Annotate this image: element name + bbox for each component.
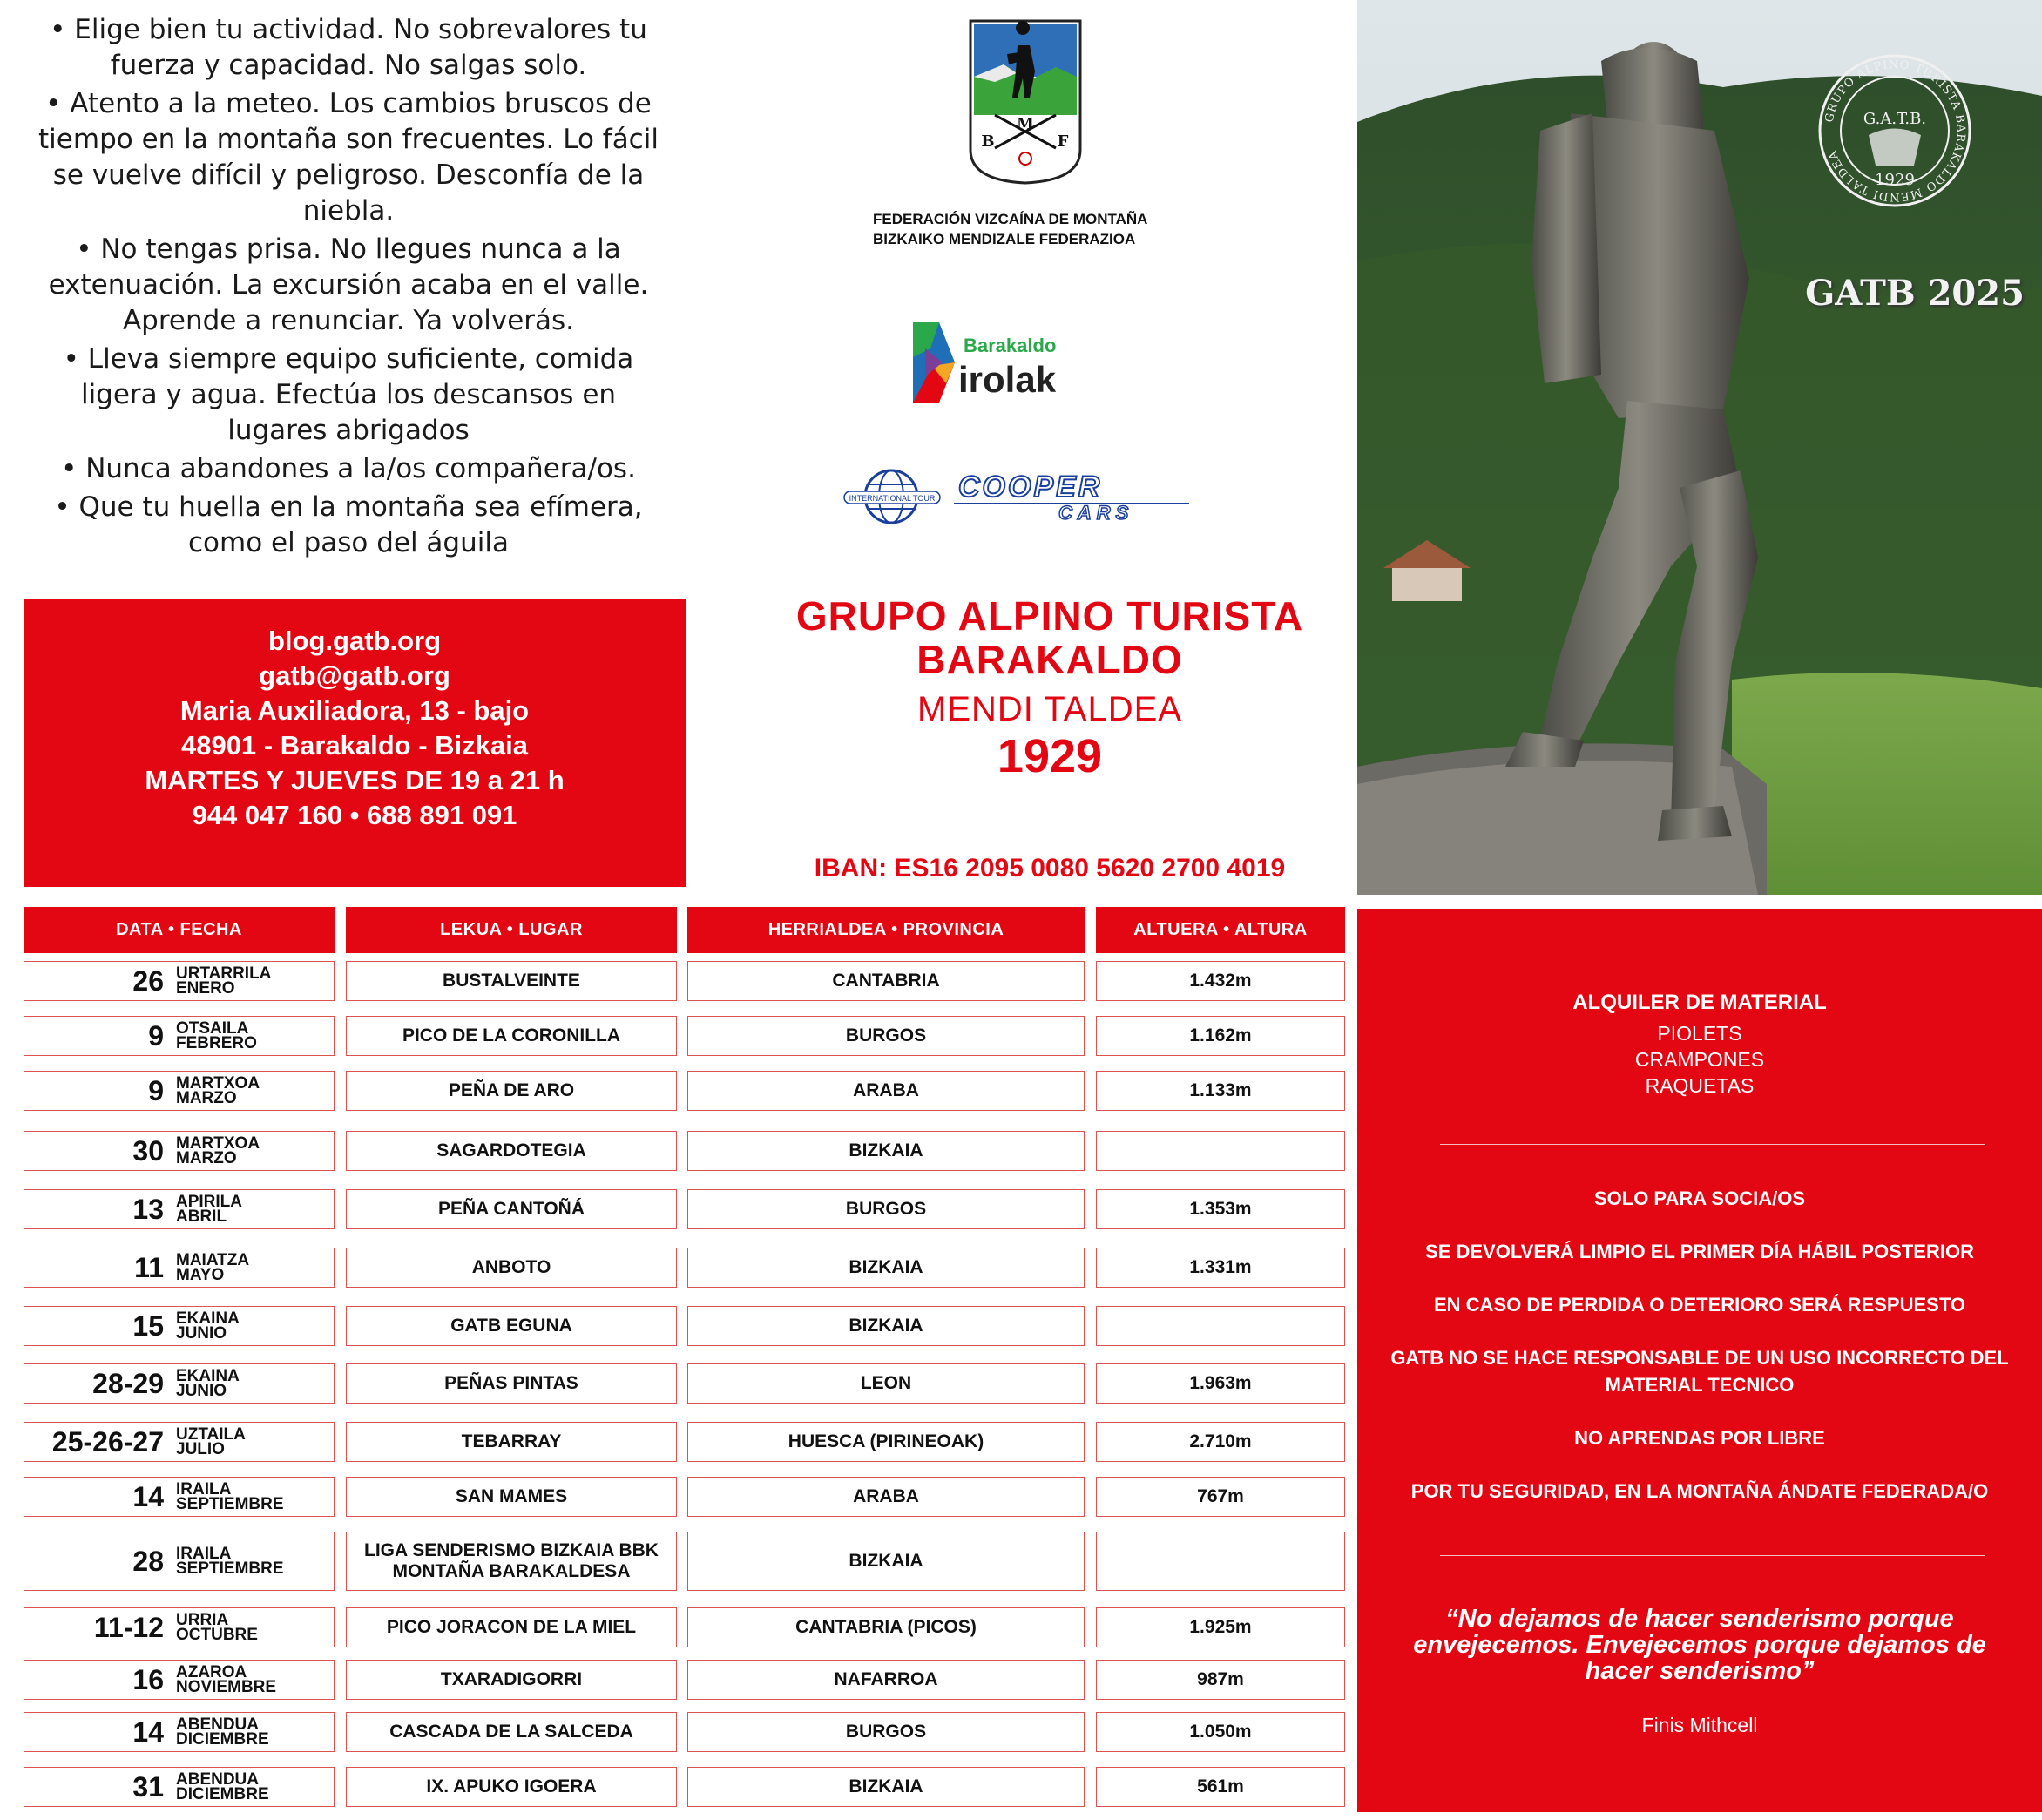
date-cell (24, 1477, 335, 1517)
date-month (176, 1076, 260, 1106)
month-spanish: JUNIO (176, 1382, 227, 1400)
altitude-cell: 1.050m (1096, 1712, 1345, 1752)
altitude-cell: 1.925m (1096, 1607, 1345, 1647)
club-name-line2: BARAKALDO (916, 637, 1183, 682)
month-basque: ABENDUA (176, 1715, 259, 1734)
altitude-cell (1096, 1306, 1345, 1346)
province-cell: CANTABRIA (PICOS) (687, 1607, 1085, 1647)
email-link[interactable]: gatb@gatb.org (259, 660, 450, 691)
date-day: 14 (132, 1481, 164, 1512)
month-spanish: ABRIL (176, 1208, 227, 1226)
month-basque: URTARRILA (176, 964, 272, 983)
date-day: 9 (148, 1020, 164, 1052)
date-day: 14 (132, 1716, 164, 1748)
province-cell: ARABA (687, 1071, 1085, 1111)
date-month (176, 1369, 240, 1398)
place-cell: CASCADA DE LA SALCEDA (346, 1712, 677, 1752)
date-day: 11 (134, 1252, 164, 1283)
rental-item: CRAMPONES (1634, 1048, 1765, 1071)
month-spanish: FEBRERO (176, 1034, 257, 1052)
advice-item: • Que tu huella en la montaña sea efímera, como el paso del águila (54, 491, 643, 558)
date-day: 28-29 (92, 1368, 164, 1399)
altitude-cell: 1.353m (1096, 1189, 1345, 1229)
rule-item: GATB NO SE HACE RESPONSABLE DE UN USO INCORRECTO DEL MATERIAL TECNICO (1390, 1347, 2009, 1396)
month-spanish: JUNIO (176, 1324, 227, 1343)
club-heading (714, 594, 1385, 782)
altitude-cell: 1.963m (1096, 1363, 1345, 1404)
province-cell: BURGOS (687, 1712, 1085, 1752)
blog-link[interactable]: blog.gatb.org (267, 626, 442, 656)
header-province: HERRIALDEA • PROVINCIA (687, 907, 1085, 953)
date-month (176, 1546, 284, 1576)
month-basque: UZTAILA (176, 1425, 246, 1444)
date-cell (24, 1712, 335, 1752)
rule-item: EN CASO DE PERDIDA O DETERIORO SERÁ RESPUESTO (1434, 1294, 1965, 1316)
season-title: GATB 2025 (1805, 273, 2025, 314)
date-cell (24, 1071, 335, 1111)
month-spanish: DICIEMBRE (176, 1785, 269, 1803)
divider (1440, 1144, 1985, 1145)
cooper-cars-logo (841, 465, 1207, 526)
province-cell: ARABA (687, 1477, 1085, 1517)
date-month (176, 1613, 258, 1642)
place-cell: BUSTALVEINTE (346, 961, 677, 1001)
province-cell: NAFARROA (687, 1660, 1085, 1700)
date-month (176, 1482, 284, 1512)
month-spanish: SEPTIEMBRE (176, 1495, 284, 1513)
month-spanish: SEPTIEMBRE (176, 1560, 284, 1578)
month-spanish: NOVIEMBRE (176, 1678, 277, 1696)
province-cell: HUESCA (PIRINEOAK) (687, 1422, 1085, 1462)
city: 48901 - Barakaldo - Bizkaia (180, 730, 529, 761)
contact-box (24, 599, 686, 887)
date-month (176, 1136, 260, 1166)
date-cell (24, 1660, 335, 1700)
altitude-cell: 987m (1096, 1660, 1345, 1700)
place-cell: PEÑA DE ARO (346, 1071, 677, 1111)
advice-item: • Nunca abandones a la/os compañera/os. (61, 453, 636, 484)
altitude-cell: 767m (1096, 1477, 1345, 1517)
date-month (176, 1253, 249, 1282)
rental-item: RAQUETAS (1645, 1074, 1755, 1097)
cars-text: CARS (1058, 502, 1134, 524)
province-cell: BIZKAIA (687, 1767, 1085, 1807)
advice-item: • Atento a la meteo. Los cambios bruscos de tiempo en la montaña son frecuentes. Lo fácil se vuelve difícil y peligroso. Desconfía de la niebla. (38, 88, 659, 227)
place-cell: IX. APUKO IGOERA (346, 1767, 677, 1807)
date-day: 30 (132, 1135, 164, 1167)
federation-line2: BIZKAIKO MENDIZALE FEDERAZIOA (873, 231, 1136, 247)
altitude-cell: 2.710m (1096, 1422, 1345, 1462)
place-cell: GATB EGUNA (346, 1306, 677, 1346)
month-basque: MARTXOA (176, 1134, 260, 1153)
month-basque: ABENDUA (176, 1770, 259, 1789)
date-day: 26 (132, 965, 164, 997)
month-basque: IRAILA (176, 1480, 232, 1499)
date-month (176, 1021, 257, 1051)
advice-item: • Elige bien tu actividad. No sobrevalores tu fuerza y capacidad. No salgas solo. (50, 14, 647, 81)
rule-item: SE DEVOLVERÁ LIMPIO EL PRIMER DÍA HÁBIL POSTERIOR (1425, 1241, 1974, 1262)
bmf-letter-m: M (1017, 115, 1034, 133)
month-spanish: DICIEMBRE (176, 1730, 269, 1749)
province-cell: BIZKAIA (687, 1131, 1085, 1171)
altitude-cell: 1.331m (1096, 1248, 1345, 1288)
date-day: 31 (132, 1771, 164, 1803)
date-cell (24, 1422, 335, 1462)
address: Maria Auxiliadora, 13 - bajo (179, 695, 530, 726)
international-tour-text: INTERNATIONAL TOUR (849, 494, 936, 503)
advice-item: • No tengas prisa. No llegues nunca a la extenuación. La excursión acaba en el valle. Aprende a renunciar. Ya volverás. (48, 233, 649, 336)
altitude-cell: 561m (1096, 1767, 1345, 1807)
place-cell: TXARADIGORRI (346, 1660, 677, 1700)
emblem-ring-text: GRUPO ALPINO TURISTA BARAKALDO MENDI TALDEA (1822, 58, 1968, 204)
month-basque: APIRILA (176, 1193, 242, 1211)
rule-item: NO APRENDAS POR LIBRE (1574, 1427, 1825, 1449)
place-cell: SAGARDOTEGIA (346, 1131, 677, 1171)
place-cell: PEÑAS PINTAS (346, 1363, 677, 1404)
province-cell: BURGOS (687, 1189, 1085, 1229)
date-month (176, 1194, 242, 1224)
emblem-initials: G.A.T.B. (1863, 110, 1927, 128)
barakaldo-kirolak-logo (913, 322, 1113, 403)
month-basque: IRAILA (176, 1545, 232, 1563)
month-spanish: MAYO (176, 1266, 225, 1284)
cooper-text: COOPER (958, 470, 1103, 504)
date-cell (24, 1016, 335, 1056)
date-cell (24, 1306, 335, 1346)
month-spanish: JULIO (176, 1440, 225, 1458)
date-cell (24, 1363, 335, 1404)
province-cell: BIZKAIA (687, 1248, 1085, 1288)
place-cell: PICO JORACON DE LA MIEL (346, 1607, 677, 1647)
altitude-cell (1096, 1532, 1345, 1591)
header-date: DATA • FECHA (24, 907, 335, 953)
province-cell: BIZKAIA (687, 1306, 1085, 1346)
date-month (176, 1665, 276, 1695)
club-subtitle: MENDI TALDEA (917, 690, 1182, 728)
month-basque: MAIATZA (176, 1251, 250, 1269)
place-cell: ANBOTO (346, 1248, 677, 1288)
date-month (176, 966, 271, 996)
date-cell (24, 1189, 335, 1229)
month-spanish: MARZO (176, 1089, 237, 1107)
province-cell: LEON (687, 1363, 1085, 1404)
date-day: 13 (132, 1194, 164, 1225)
date-cell (24, 1248, 335, 1288)
month-basque: EKAINA (176, 1367, 240, 1385)
date-cell (24, 1131, 335, 1171)
safety-advice (35, 12, 662, 564)
month-basque: EKAINA (176, 1309, 240, 1328)
province-cell: BIZKAIA (687, 1532, 1085, 1591)
rental-title: ALQUILER DE MATERIAL (1572, 991, 1827, 1014)
date-cell (24, 1607, 335, 1647)
phone-numbers: 944 047 160 • 688 891 091 (192, 800, 517, 830)
altitude-cell: 1.432m (1096, 961, 1345, 1001)
bmf-letter-b: B (981, 132, 995, 151)
month-basque: OTSAILA (176, 1019, 249, 1038)
date-day: 16 (132, 1664, 164, 1695)
emblem-year: 1929 (1875, 171, 1915, 189)
kirolak-bottom-text: irolak (958, 359, 1057, 400)
month-spanish: ENERO (176, 979, 235, 998)
month-spanish: MARZO (176, 1149, 237, 1167)
header-place: LEKUA • LUGAR (346, 907, 677, 953)
club-name-line1: GRUPO ALPINO TURISTA (795, 593, 1304, 639)
quote: “No dejamos de hacer senderismo porque envejecemos. Envejecemos porque dejamos de hacer senderismo” (1413, 1605, 1986, 1685)
date-month (176, 1772, 269, 1802)
date-month (176, 1427, 246, 1457)
rental-item: PIOLETS (1657, 1022, 1742, 1045)
province-cell: BURGOS (687, 1016, 1085, 1056)
month-basque: AZAROA (176, 1663, 247, 1681)
opening-hours: MARTES Y JUEVES DE 19 a 21 h (145, 765, 565, 795)
altitude-cell: 1.133m (1096, 1071, 1345, 1111)
date-cell (24, 1532, 335, 1591)
date-day: 28 (132, 1546, 164, 1577)
place-cell: TEBARRAY (346, 1422, 677, 1462)
date-month (176, 1311, 240, 1341)
date-month (176, 1717, 269, 1747)
date-cell (24, 1767, 335, 1807)
place-cell: LIGA SENDERISMO BIZKAIA BBK MONTAÑA BARAKALDESA (346, 1532, 677, 1591)
date-day: 15 (132, 1310, 164, 1342)
iban: IBAN: ES16 2095 0080 5620 2700 4019 (814, 854, 1286, 883)
date-day: 11-12 (93, 1612, 164, 1643)
club-year: 1929 (997, 730, 1103, 782)
federation-line1: FEDERACIÓN VIZCAÍNA DE MONTAÑA (873, 211, 1148, 227)
quote-author: Finis Mithcell (1641, 1714, 1758, 1736)
date-cell (24, 961, 335, 1001)
gatb-emblem (1816, 52, 1973, 209)
rental-rules-box (1357, 909, 2042, 1812)
rule-item: SOLO PARA SOCIA/OS (1593, 1187, 1806, 1209)
month-basque: URRIA (176, 1611, 229, 1629)
province-cell: CANTABRIA (687, 961, 1085, 1001)
bmf-federation-logo (969, 19, 1082, 185)
altitude-cell: 1.162m (1096, 1016, 1345, 1056)
place-cell: PICO DE LA CORONILLA (346, 1016, 677, 1056)
divider (1440, 1555, 1985, 1556)
altitude-cell (1096, 1131, 1345, 1171)
date-day: 25-26-27 (51, 1426, 164, 1458)
rule-item: POR TU SEGURIDAD, EN LA MONTAÑA ÁNDATE FEDERADA/O (1410, 1480, 1989, 1502)
bmf-letter-f: F (1057, 132, 1069, 151)
date-day: 9 (148, 1075, 164, 1106)
place-cell: PEÑA CANTOÑÁ (346, 1189, 677, 1229)
federation-name (873, 209, 1187, 249)
place-cell: SAN MAMES (346, 1477, 677, 1517)
month-spanish: OCTUBRE (176, 1626, 258, 1644)
advice-item: • Lleva siempre equipo suficiente, comida ligera y agua. Efectúa los descansos en lugares abrigados (63, 343, 634, 446)
header-altitude: ALTUERA • ALTURA (1096, 907, 1345, 953)
kirolak-top-text: Barakaldo (964, 335, 1057, 356)
month-basque: MARTXOA (176, 1074, 260, 1093)
